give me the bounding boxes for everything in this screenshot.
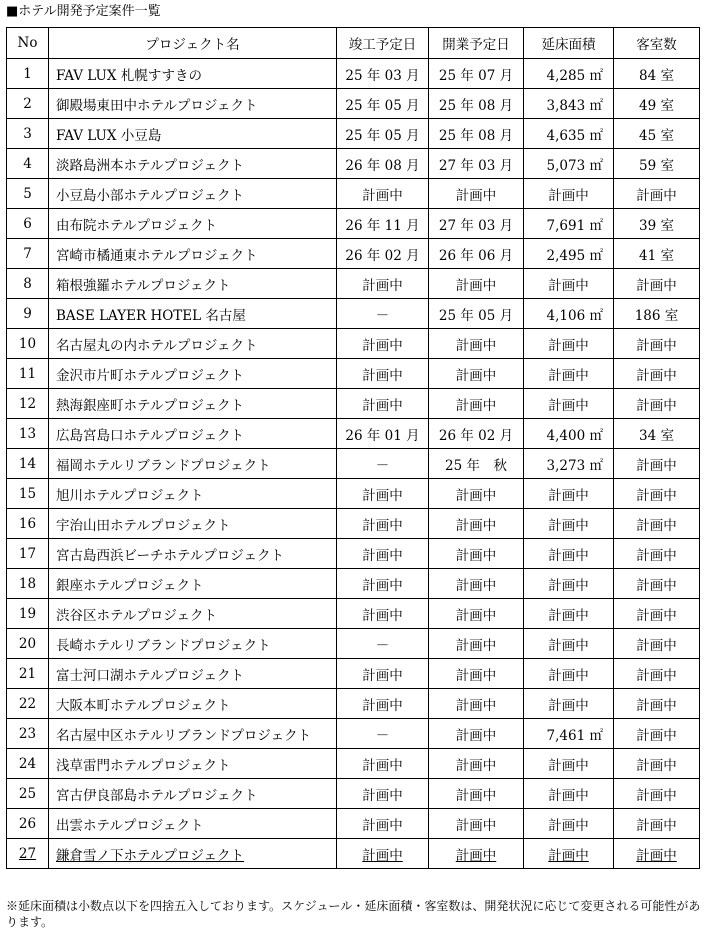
- cell-room-count: 計画中: [614, 389, 700, 419]
- cell-opening-date: 26 年 06 月: [429, 239, 524, 269]
- cell-opening-date: 27 年 03 月: [429, 149, 524, 179]
- cell-floor-area: 計画中: [524, 539, 614, 569]
- cell-completion-date: 計画中: [337, 839, 429, 869]
- cell-floor-area: 4,285 ㎡: [524, 59, 614, 89]
- cell-floor-area: 5,073 ㎡: [524, 149, 614, 179]
- table-row: [7, 599, 700, 629]
- cell-opening-date: 25 年 秋: [429, 449, 524, 479]
- footnote: ※延床面積は小数点以下を四捨五入しております。スケジュール・延床面積・客室数は、開発状況に応じて変更される可能性があります。: [6, 899, 701, 929]
- cell-completion-date: 計画中: [337, 389, 429, 419]
- cell-project-name: 熱海銀座町ホテルプロジェクト: [49, 389, 337, 419]
- cell-completion-date: 25 年 03 月: [337, 59, 429, 89]
- cell-row-number: 21: [7, 659, 49, 689]
- table-row: [7, 659, 700, 689]
- cell-floor-area: 計画中: [524, 779, 614, 809]
- table-row: [7, 179, 700, 209]
- cell-completion-date: 計画中: [337, 779, 429, 809]
- cell-floor-area: 4,400 ㎡: [524, 419, 614, 449]
- cell-project-name: 名古屋丸の内ホテルプロジェクト: [49, 329, 337, 359]
- table-row: [7, 749, 700, 779]
- cell-floor-area: 計画中: [524, 389, 614, 419]
- cell-project-name: BASE LAYER HOTEL 名古屋: [49, 299, 337, 329]
- table-row: [7, 359, 700, 389]
- cell-room-count: 計画中: [614, 629, 700, 659]
- cell-opening-date: 計画中: [429, 359, 524, 389]
- cell-row-number: 25: [7, 779, 49, 809]
- cell-opening-date: 計画中: [429, 329, 524, 359]
- cell-opening-date: 計画中: [429, 629, 524, 659]
- cell-row-number: 5: [7, 179, 49, 209]
- cell-completion-date: 計画中: [337, 569, 429, 599]
- cell-opening-date: 計画中: [429, 479, 524, 509]
- cell-project-name: 富士河口湖ホテルプロジェクト: [49, 659, 337, 689]
- cell-row-number: 1: [7, 59, 49, 89]
- cell-row-number: 10: [7, 329, 49, 359]
- cell-completion-date: 計画中: [337, 359, 429, 389]
- cell-completion-date: 25 年 05 月: [337, 89, 429, 119]
- table-row: [7, 779, 700, 809]
- cell-opening-date: 計画中: [429, 569, 524, 599]
- cell-floor-area: 計画中: [524, 599, 614, 629]
- cell-project-name: 宮崎市橘通東ホテルプロジェクト: [49, 239, 337, 269]
- cell-row-number: 9: [7, 299, 49, 329]
- cell-row-number: 11: [7, 359, 49, 389]
- cell-row-number: 4: [7, 149, 49, 179]
- cell-floor-area: 計画中: [524, 179, 614, 209]
- cell-room-count: 59 室: [614, 149, 700, 179]
- table-row: [7, 419, 700, 449]
- cell-room-count: 計画中: [614, 839, 700, 869]
- cell-room-count: 計画中: [614, 539, 700, 569]
- cell-completion-date: 26 年 11 月: [337, 209, 429, 239]
- cell-row-number: 2: [7, 89, 49, 119]
- cell-row-number: 24: [7, 749, 49, 779]
- cell-opening-date: 計画中: [429, 779, 524, 809]
- cell-room-count: 39 室: [614, 209, 700, 239]
- cell-project-name: 宇治山田ホテルプロジェクト: [49, 509, 337, 539]
- cell-room-count: 計画中: [614, 449, 700, 479]
- table-row: [7, 539, 700, 569]
- cell-row-number: 8: [7, 269, 49, 299]
- table-row: [7, 119, 700, 149]
- cell-row-number: 27: [7, 839, 49, 869]
- cell-project-name: 御殿場東田中ホテルプロジェクト: [49, 89, 337, 119]
- table-row: [7, 809, 700, 839]
- cell-opening-date: 計画中: [429, 539, 524, 569]
- table-header-row: [7, 28, 700, 59]
- table-row: [7, 269, 700, 299]
- cell-completion-date: 計画中: [337, 809, 429, 839]
- cell-row-number: 14: [7, 449, 49, 479]
- cell-opening-date: 計画中: [429, 749, 524, 779]
- table-row: [7, 509, 700, 539]
- cell-room-count: 計画中: [614, 509, 700, 539]
- cell-project-name: 長崎ホテルリブランドプロジェクト: [49, 629, 337, 659]
- table-body: [7, 59, 700, 869]
- cell-completion-date: 26 年 01 月: [337, 419, 429, 449]
- table-row: [7, 719, 700, 749]
- cell-project-name: 大阪本町ホテルプロジェクト: [49, 689, 337, 719]
- cell-completion-date: 計画中: [337, 749, 429, 779]
- header-opening-date: 開業予定日: [429, 28, 524, 59]
- cell-project-name: 出雲ホテルプロジェクト: [49, 809, 337, 839]
- table-row: [7, 689, 700, 719]
- cell-opening-date: 27 年 03 月: [429, 209, 524, 239]
- cell-completion-date: 計画中: [337, 539, 429, 569]
- cell-opening-date: 25 年 07 月: [429, 59, 524, 89]
- cell-room-count: 計画中: [614, 749, 700, 779]
- cell-project-name: 名古屋中区ホテルリブランドプロジェクト: [49, 719, 337, 749]
- cell-floor-area: 計画中: [524, 569, 614, 599]
- cell-completion-date: 計画中: [337, 659, 429, 689]
- header-completion-date: 竣工予定日: [337, 28, 429, 59]
- cell-row-number: 6: [7, 209, 49, 239]
- cell-project-name: 浅草雷門ホテルプロジェクト: [49, 749, 337, 779]
- cell-room-count: 49 室: [614, 89, 700, 119]
- table-row: [7, 59, 700, 89]
- cell-room-count: 計画中: [614, 779, 700, 809]
- cell-opening-date: 25 年 05 月: [429, 299, 524, 329]
- cell-row-number: 26: [7, 809, 49, 839]
- cell-opening-date: 計画中: [429, 389, 524, 419]
- cell-completion-date: －: [337, 719, 429, 749]
- cell-project-name: 由布院ホテルプロジェクト: [49, 209, 337, 239]
- cell-room-count: 45 室: [614, 119, 700, 149]
- cell-completion-date: 計画中: [337, 599, 429, 629]
- hotel-development-table: [6, 27, 700, 869]
- cell-project-name: 宮古伊良部島ホテルプロジェクト: [49, 779, 337, 809]
- cell-room-count: 計画中: [614, 329, 700, 359]
- cell-floor-area: 計画中: [524, 479, 614, 509]
- cell-completion-date: 計画中: [337, 179, 429, 209]
- cell-room-count: 34 室: [614, 419, 700, 449]
- cell-project-name: FAV LUX 札幌すすきの: [49, 59, 337, 89]
- cell-floor-area: 計画中: [524, 809, 614, 839]
- cell-opening-date: 25 年 08 月: [429, 89, 524, 119]
- cell-completion-date: 25 年 05 月: [337, 119, 429, 149]
- header-no: No: [7, 28, 49, 59]
- cell-project-name: FAV LUX 小豆島: [49, 119, 337, 149]
- cell-floor-area: 7,461 ㎡: [524, 719, 614, 749]
- cell-opening-date: 計画中: [429, 809, 524, 839]
- cell-floor-area: 4,635 ㎡: [524, 119, 614, 149]
- cell-project-name: 淡路島洲本ホテルプロジェクト: [49, 149, 337, 179]
- cell-floor-area: 計画中: [524, 629, 614, 659]
- cell-room-count: 計画中: [614, 179, 700, 209]
- cell-opening-date: 計画中: [429, 509, 524, 539]
- cell-row-number: 19: [7, 599, 49, 629]
- cell-floor-area: 3,843 ㎡: [524, 89, 614, 119]
- cell-room-count: 計画中: [614, 719, 700, 749]
- cell-room-count: 計画中: [614, 569, 700, 599]
- cell-project-name: 広島宮島口ホテルプロジェクト: [49, 419, 337, 449]
- table-row: [7, 839, 700, 869]
- cell-opening-date: 計画中: [429, 269, 524, 299]
- cell-room-count: 計画中: [614, 689, 700, 719]
- cell-floor-area: 計画中: [524, 329, 614, 359]
- cell-opening-date: 計画中: [429, 719, 524, 749]
- cell-floor-area: 2,495 ㎡: [524, 239, 614, 269]
- cell-room-count: 計画中: [614, 479, 700, 509]
- cell-completion-date: －: [337, 629, 429, 659]
- cell-floor-area: 計画中: [524, 839, 614, 869]
- header-room-count: 客室数: [614, 28, 700, 59]
- cell-project-name: 銀座ホテルプロジェクト: [49, 569, 337, 599]
- cell-completion-date: 計画中: [337, 269, 429, 299]
- cell-row-number: 13: [7, 419, 49, 449]
- cell-row-number: 20: [7, 629, 49, 659]
- cell-row-number: 17: [7, 539, 49, 569]
- table-row: [7, 209, 700, 239]
- cell-floor-area: 計画中: [524, 659, 614, 689]
- cell-opening-date: 計画中: [429, 179, 524, 209]
- cell-row-number: 23: [7, 719, 49, 749]
- cell-room-count: 84 室: [614, 59, 700, 89]
- table-row: [7, 629, 700, 659]
- cell-row-number: 15: [7, 479, 49, 509]
- cell-floor-area: 計画中: [524, 689, 614, 719]
- cell-room-count: 計画中: [614, 809, 700, 839]
- cell-row-number: 7: [7, 239, 49, 269]
- document-title: ■ホテル開発予定案件一覧: [6, 4, 161, 19]
- cell-room-count: 41 室: [614, 239, 700, 269]
- cell-floor-area: 計画中: [524, 509, 614, 539]
- table-row: [7, 89, 700, 119]
- cell-room-count: 計画中: [614, 359, 700, 389]
- cell-project-name: 渋谷区ホテルプロジェクト: [49, 599, 337, 629]
- cell-room-count: 計画中: [614, 599, 700, 629]
- cell-completion-date: 26 年 08 月: [337, 149, 429, 179]
- cell-row-number: 18: [7, 569, 49, 599]
- table-row: [7, 149, 700, 179]
- cell-project-name: 福岡ホテルリブランドプロジェクト: [49, 449, 337, 479]
- cell-opening-date: 26 年 02 月: [429, 419, 524, 449]
- table-row: [7, 479, 700, 509]
- cell-project-name: 小豆島小部ホテルプロジェクト: [49, 179, 337, 209]
- cell-completion-date: －: [337, 449, 429, 479]
- table-row: [7, 569, 700, 599]
- cell-opening-date: 計画中: [429, 839, 524, 869]
- cell-completion-date: 計画中: [337, 689, 429, 719]
- table-row: [7, 389, 700, 419]
- header-floor-area: 延床面積: [524, 28, 614, 59]
- cell-floor-area: 計画中: [524, 269, 614, 299]
- cell-room-count: 計画中: [614, 659, 700, 689]
- cell-completion-date: 計画中: [337, 509, 429, 539]
- cell-floor-area: 4,106 ㎡: [524, 299, 614, 329]
- cell-row-number: 22: [7, 689, 49, 719]
- cell-completion-date: 計画中: [337, 329, 429, 359]
- table-row: [7, 329, 700, 359]
- cell-project-name: 金沢市片町ホテルプロジェクト: [49, 359, 337, 389]
- cell-floor-area: 計画中: [524, 749, 614, 779]
- table-row: [7, 449, 700, 479]
- cell-project-name: 宮古島西浜ビーチホテルプロジェクト: [49, 539, 337, 569]
- cell-floor-area: 計画中: [524, 359, 614, 389]
- cell-completion-date: 26 年 02 月: [337, 239, 429, 269]
- cell-room-count: 計画中: [614, 269, 700, 299]
- cell-completion-date: 計画中: [337, 479, 429, 509]
- header-project-name: プロジェクト名: [49, 28, 337, 59]
- cell-room-count: 186 室: [614, 299, 700, 329]
- cell-project-name: 鎌倉雪ノ下ホテルプロジェクト: [49, 839, 337, 869]
- table-row: [7, 299, 700, 329]
- cell-row-number: 3: [7, 119, 49, 149]
- cell-opening-date: 25 年 08 月: [429, 119, 524, 149]
- cell-opening-date: 計画中: [429, 689, 524, 719]
- cell-project-name: 箱根強羅ホテルプロジェクト: [49, 269, 337, 299]
- cell-opening-date: 計画中: [429, 659, 524, 689]
- cell-row-number: 16: [7, 509, 49, 539]
- cell-project-name: 旭川ホテルプロジェクト: [49, 479, 337, 509]
- table-row: [7, 239, 700, 269]
- cell-row-number: 12: [7, 389, 49, 419]
- cell-completion-date: －: [337, 299, 429, 329]
- cell-floor-area: 7,691 ㎡: [524, 209, 614, 239]
- cell-opening-date: 計画中: [429, 599, 524, 629]
- cell-floor-area: 3,273 ㎡: [524, 449, 614, 479]
